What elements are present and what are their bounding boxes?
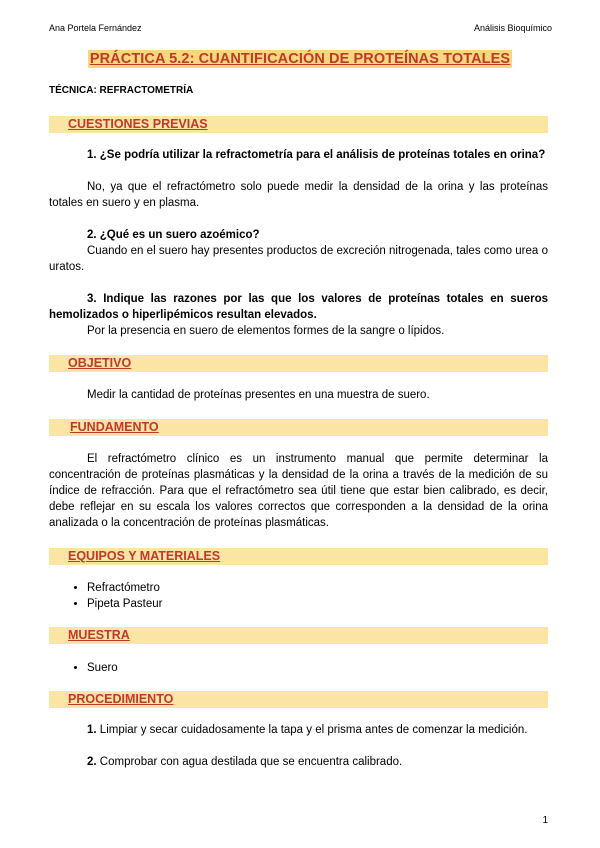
equipos-list — [49, 580, 162, 612]
page-number: 1 — [542, 815, 548, 826]
header-author: Ana Portela Fernández — [49, 23, 142, 33]
section-title-objetivo: OBJETIVO — [68, 356, 132, 370]
list-item: • Pipeta Pasteur — [87, 596, 162, 612]
header-subject: Análisis Bioquímico — [473, 23, 552, 33]
fundamento-text: El refractómetro clínico es un instrumento manual que permite determinar la concentración de proteínas plasmáticas y la densidad de la orina a través de la medición de su índice de refracción. Para que el refractómetro sea útil tiene que estar bien calibrado, es decir, debe reflejar en su escala los valores correctos que corresponden a la densidad de la orina analizada o la concentración de proteínas plasmáticas. — [49, 453, 548, 529]
objetivo-text: Medir la cantidad de proteínas presentes en una muestra de suero. — [87, 389, 430, 401]
section-band-objetivo — [49, 355, 548, 372]
section-title-muestra: MUESTRA — [68, 628, 130, 642]
section-band-procedimiento — [49, 691, 548, 708]
step-1-number: 1. — [87, 724, 97, 736]
title-wrapper — [0, 50, 600, 68]
section-band-cuestiones — [49, 116, 548, 133]
answer-3: Por la presencia en suero de elementos formes de la sangre o lípidos. — [87, 325, 445, 337]
step-1 — [87, 724, 527, 736]
section-title-cuestiones: CUESTIONES PREVIAS — [68, 117, 208, 131]
muestra-list — [49, 660, 118, 676]
list-item: • Suero — [87, 660, 118, 676]
question-1: 1. ¿Se podría utilizar la refractometría para el análisis de proteínas totales en orina? — [87, 149, 546, 161]
page-title: PRÁCTICA 5.2: CUANTIFICACIÓN DE PROTEÍNAS TOTALES — [89, 51, 511, 67]
section-band-muestra — [49, 627, 548, 644]
step-1-text: Limpiar y secar cuidadosamente la tapa y el prisma antes de comenzar la medición. — [99, 724, 528, 736]
question-2: 2. ¿Qué es un suero azoémico? — [87, 229, 260, 241]
answer-1: No, ya que el refractómetro solo puede medir la densidad de la orina y las proteínas totales en suero y en plasma. — [49, 181, 548, 209]
section-title-equipos: EQUIPOS Y MATERIALES — [68, 549, 221, 563]
answer-2: Cuando en el suero hay presentes productos de excreción nitrogenada, tales como urea o uratos. — [49, 245, 548, 273]
step-2-number: 2. — [87, 756, 97, 768]
section-band-fundamento — [49, 419, 548, 436]
list-item: • Refractómetro — [87, 580, 162, 596]
question-3: 3. Indique las razones por las que los valores de proteínas totales en sueros hemolizados o hiperlipémicos resultan elevados. — [49, 293, 548, 321]
section-title-procedimiento: PROCEDIMIENTO — [68, 692, 174, 706]
step-2-text: Comprobar con agua destilada que se encuentra calibrado. — [99, 756, 403, 768]
technique-label: TÉCNICA: REFRACTOMETRÍA — [49, 85, 194, 96]
section-title-fundamento: FUNDAMENTO — [70, 420, 159, 434]
step-2 — [87, 756, 402, 768]
section-band-equipos — [49, 548, 548, 565]
